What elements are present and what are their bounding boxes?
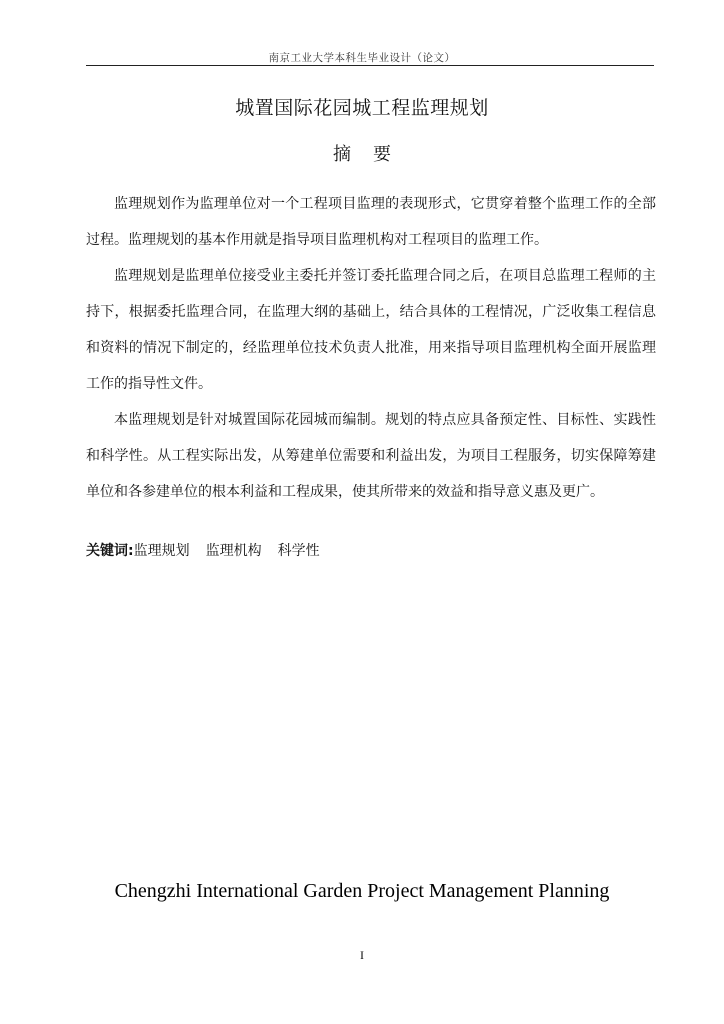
keyword-item: 监理机构 bbox=[205, 543, 262, 559]
keyword-item: 科学性 bbox=[277, 543, 320, 559]
english-title: Chengzhi International Garden Project Management Planning bbox=[114, 880, 610, 902]
keyword-item: 监理规划 bbox=[133, 543, 190, 559]
abstract-paragraph: 监理规划是监理单位接受业主委托并签订委托监理合同之后，在项目总监理工程师的主持下，根据委托监理合同，在监理大纲的基础上，结合具体的工程情况，广泛收集工程信息和资料的情况下制定的，经监理单位技术负责人批准，用来指导项目监理机构全面开展监理工作的指导性文件。 bbox=[86, 268, 656, 392]
page-number: I bbox=[360, 948, 364, 962]
page-title: 城置国际花园城工程监理规划 bbox=[235, 97, 489, 119]
header-rule bbox=[86, 65, 654, 66]
keywords-line bbox=[86, 540, 336, 560]
keywords-label: 关键词: bbox=[86, 543, 134, 559]
abstract-paragraph: 本监理规划是针对城置国际花园城而编制。规划的特点应具备预定性、目标性、实践性和科学性。从工程实际出发，从筹建单位需要和利益出发，为项目工程服务，切实保障筹建单位和各参建单位的根本利益和工程成果，使其所带来的效益和指导意义惠及更广。 bbox=[86, 412, 656, 500]
abstract-paragraph: 监理规划作为监理单位对一个工程项目监理的表现形式，它贯穿着整个监理工作的全部过程。监理规划的基本作用就是指导项目监理机构对工程项目的监理工作。 bbox=[86, 196, 656, 248]
abstract-body bbox=[86, 186, 656, 510]
running-header: 南京工业大学本科生毕业设计（论文） bbox=[268, 52, 456, 64]
abstract-heading: 摘要 bbox=[333, 144, 413, 165]
